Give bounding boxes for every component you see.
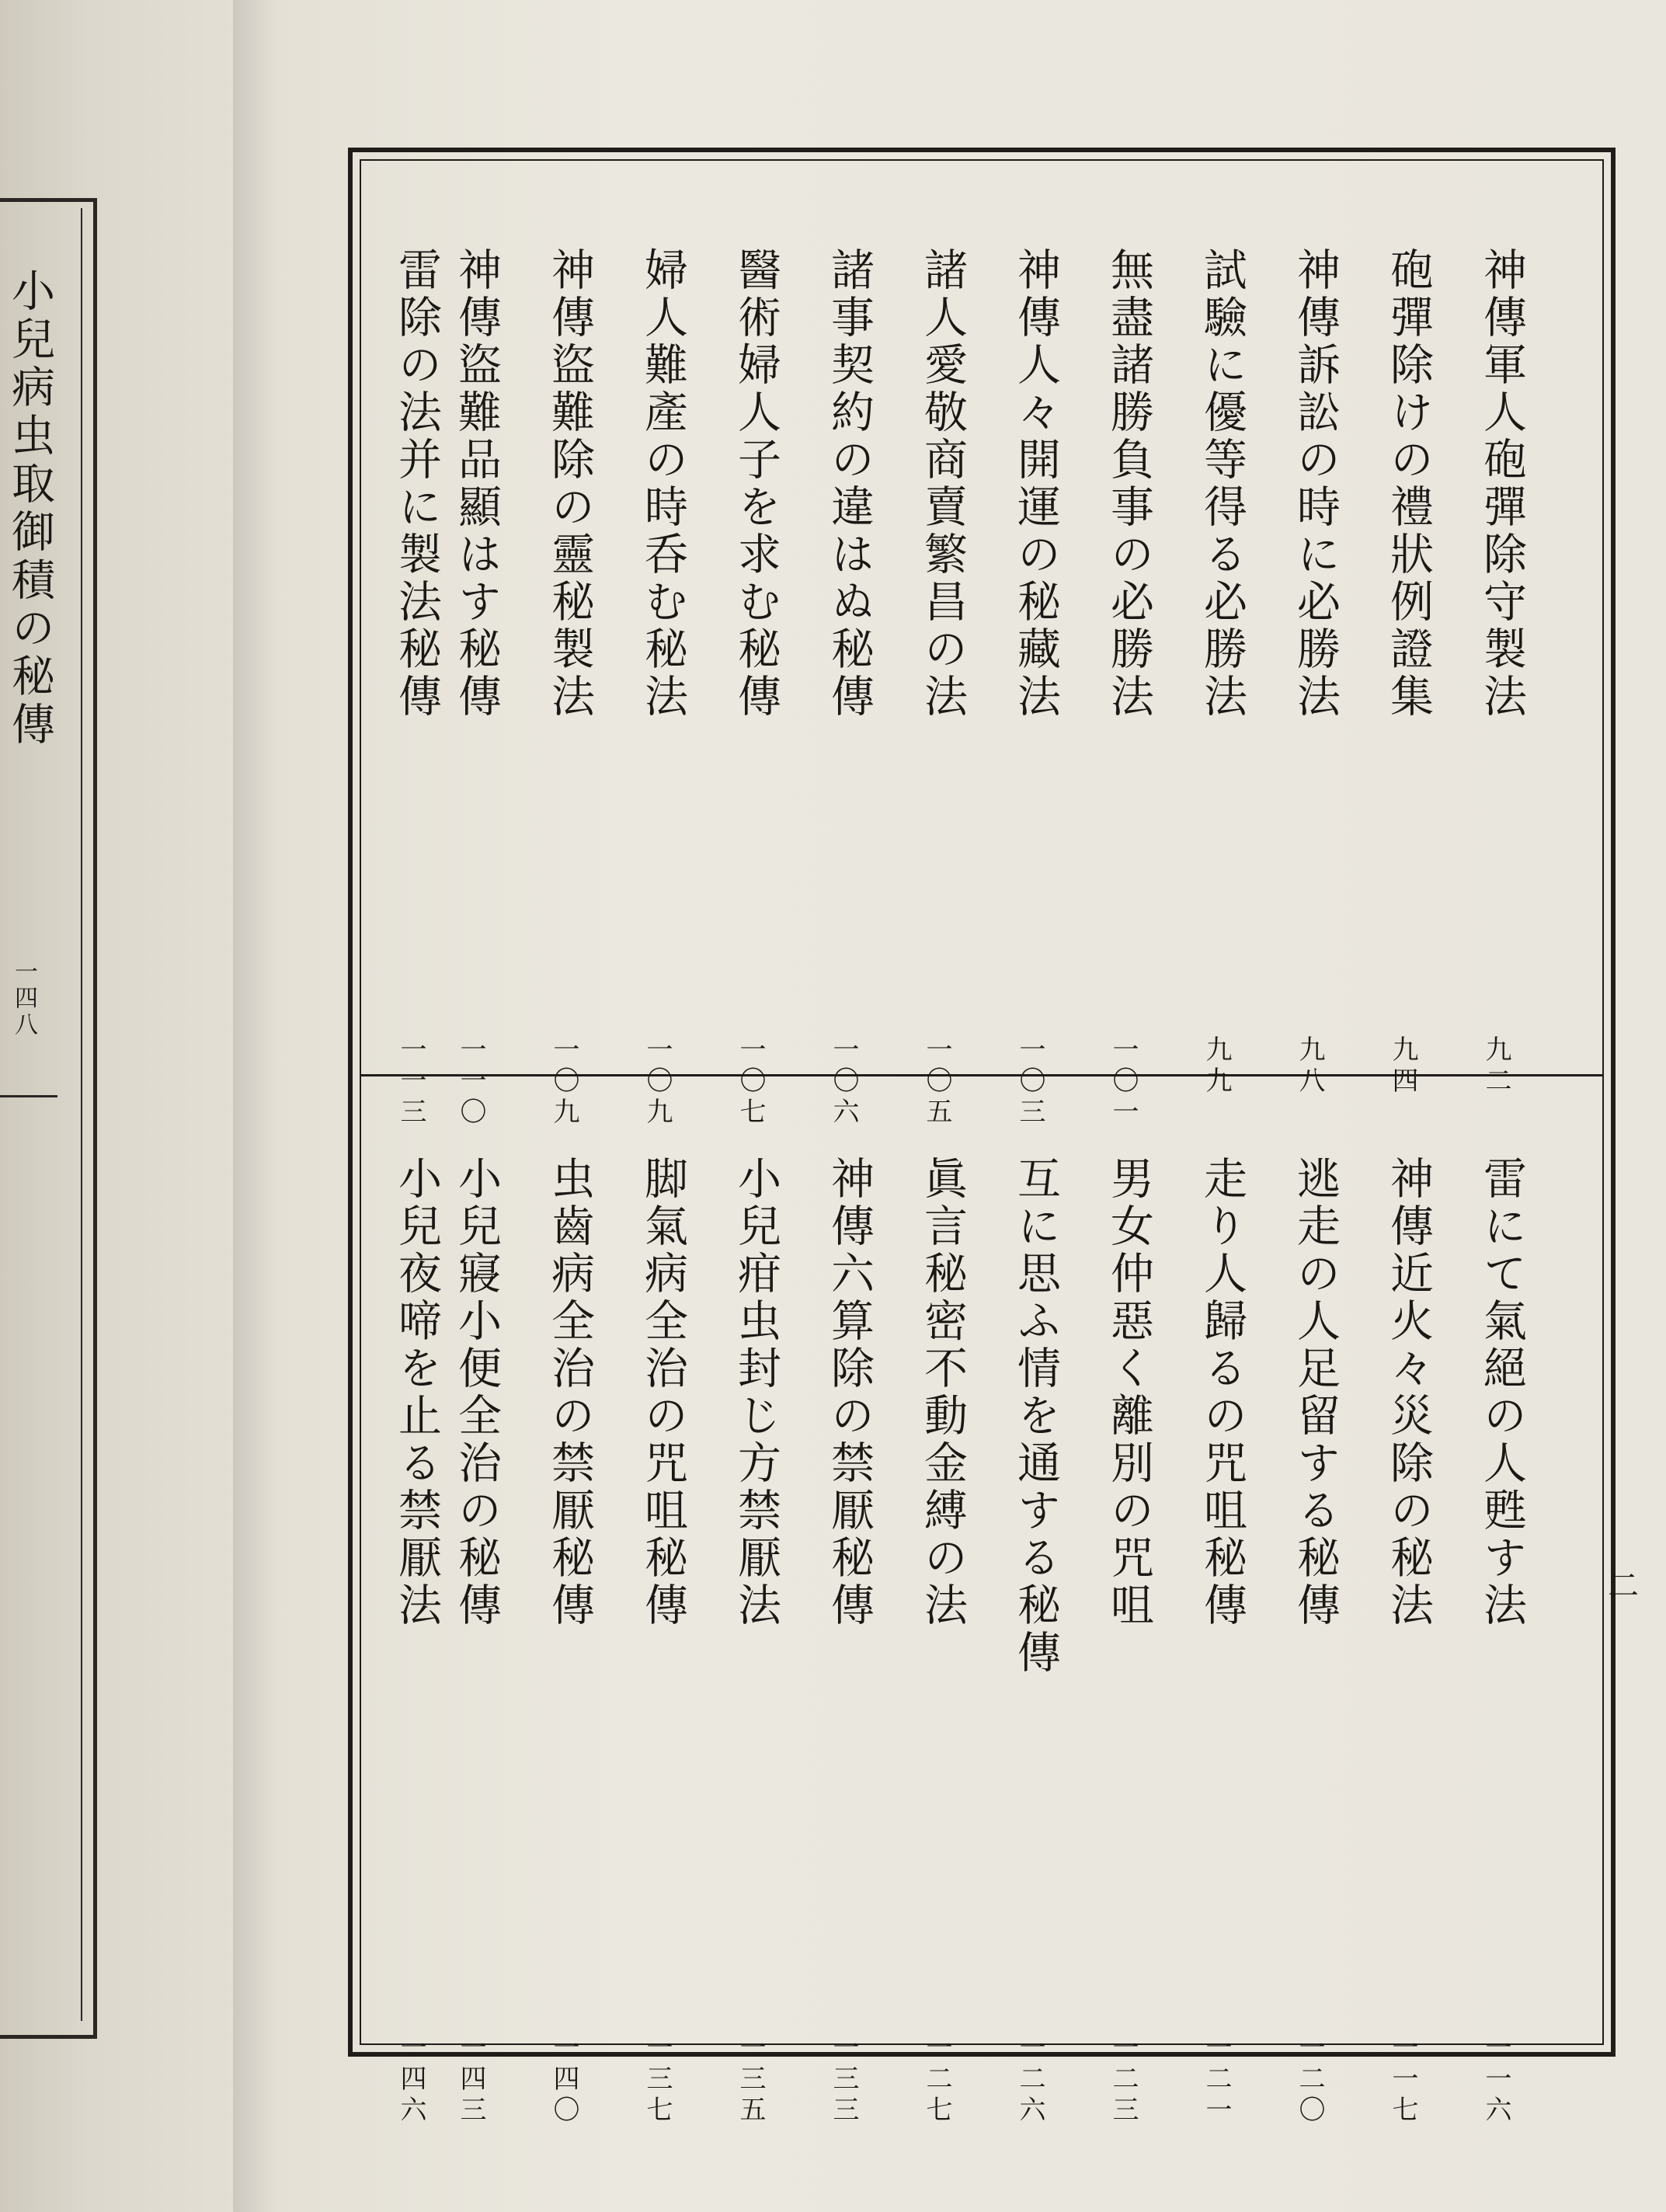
toc-entry-title: 諸人愛敬商賣繁昌の法 [917,247,968,721]
toc-entry-page: 一一〇 [455,1035,486,1129]
toc-entry-title: 小兒夜啼を止る禁厭法 [391,1156,442,1629]
toc-entry-title: 神傳六算除の禁厭秘傳 [824,1156,875,1629]
left-page-number: 一四八 [10,959,37,1038]
toc-entry-title: 神傳近火々災除の秘法 [1383,1156,1434,1629]
toc-entry-page: 一四三 [455,2033,486,2127]
toc-entry-page: 一二一 [1201,2033,1232,2127]
toc-entry-page: 一四〇 [548,2033,579,2127]
toc-entry-title: 醫術婦人子を求む秘傳 [731,247,781,721]
toc-entry-page: 一〇九 [642,1035,673,1129]
toc-entry-title: 小兒疳虫封じ方禁厭法 [731,1156,781,1629]
toc-entry-page: 一〇九 [548,1035,579,1129]
left-page-title: 小兒病虫取御積の秘傳 [5,268,55,750]
toc-entry-page: 一三三 [828,2033,859,2127]
toc-entry-page: 一〇一 [1108,1035,1139,1129]
toc-entry-title: 神傳訴訟の時に必勝法 [1290,247,1341,721]
toc-entry-title: 砲彈除けの禮狀例證集 [1383,247,1434,721]
toc-entry-page: 一一七 [1387,2033,1418,2127]
toc-entry-title: 神傳人々開運の秘藏法 [1010,247,1061,721]
toc-entry-page: 一二六 [1014,2033,1045,2127]
toc-entry-page: 一二七 [921,2033,952,2127]
toc-entry-page: 一三五 [735,2033,766,2127]
toc-entry-page: 一二三 [1108,2033,1139,2127]
book-gutter [233,0,280,2212]
toc-entry-title: 雷除の法并に製法秘傳 [391,247,442,721]
toc-entry-title: 試驗に優等得る必勝法 [1197,247,1247,721]
toc-entry-title: 神傳軍人砲彈除守製法 [1476,247,1527,721]
toc-entry-page: 一二〇 [1294,2033,1325,2127]
toc-entry-page: 一一三 [395,1035,426,1129]
toc-entry-title: 神傳盜難除の靈秘製法 [544,247,595,721]
toc-entry-title: 婦人難產の時呑む秘法 [638,247,688,721]
toc-entry-title: 諸事契約の違はぬ秘傳 [824,247,875,721]
toc-entry-title: 無盡諸勝負事の必勝法 [1104,247,1154,721]
toc-entry-page: 一三七 [642,2033,673,2127]
toc-entry-title: 走り人歸るの咒咀秘傳 [1197,1156,1247,1629]
toc-entry-page: 九二 [1480,1035,1511,1097]
toc-entry-title: 男女仲惡く離別の咒咀 [1104,1156,1154,1629]
toc-entry-title: 神傳盜難品顯はす秘傳 [451,247,502,721]
left-page-divider [0,1095,57,1097]
toc-entry-title: 互に思ふ情を通する秘傳 [1010,1156,1061,1677]
toc-entry-page: 一四六 [395,2033,426,2127]
toc-entry-page: 九四 [1387,1035,1418,1097]
toc-entry-page: 一一六 [1480,2033,1511,2127]
toc-entry-title: 眞言秘密不動金縛の法 [917,1156,968,1629]
toc-entry-page: 一〇五 [921,1035,952,1129]
page-folio: 二 [1608,1568,1639,1604]
toc-entry-page: 九八 [1294,1035,1325,1097]
toc-entry-page: 一〇七 [735,1035,766,1129]
toc-entry-page: 一〇三 [1014,1035,1045,1129]
toc-entry-page: 九九 [1201,1035,1232,1097]
toc-entry-title: 脚氣病全治の咒咀秘傳 [638,1156,688,1629]
toc-entry-title: 小兒寢小便全治の秘傳 [451,1156,502,1629]
toc-entry-title: 逃走の人足留する秘傳 [1290,1156,1341,1629]
toc-entry-title: 虫齒病全治の禁厭秘傳 [544,1156,595,1629]
toc-entry-title: 雷にて氣絕の人甦す法 [1476,1156,1527,1629]
toc-entry-page: 一〇六 [828,1035,859,1129]
